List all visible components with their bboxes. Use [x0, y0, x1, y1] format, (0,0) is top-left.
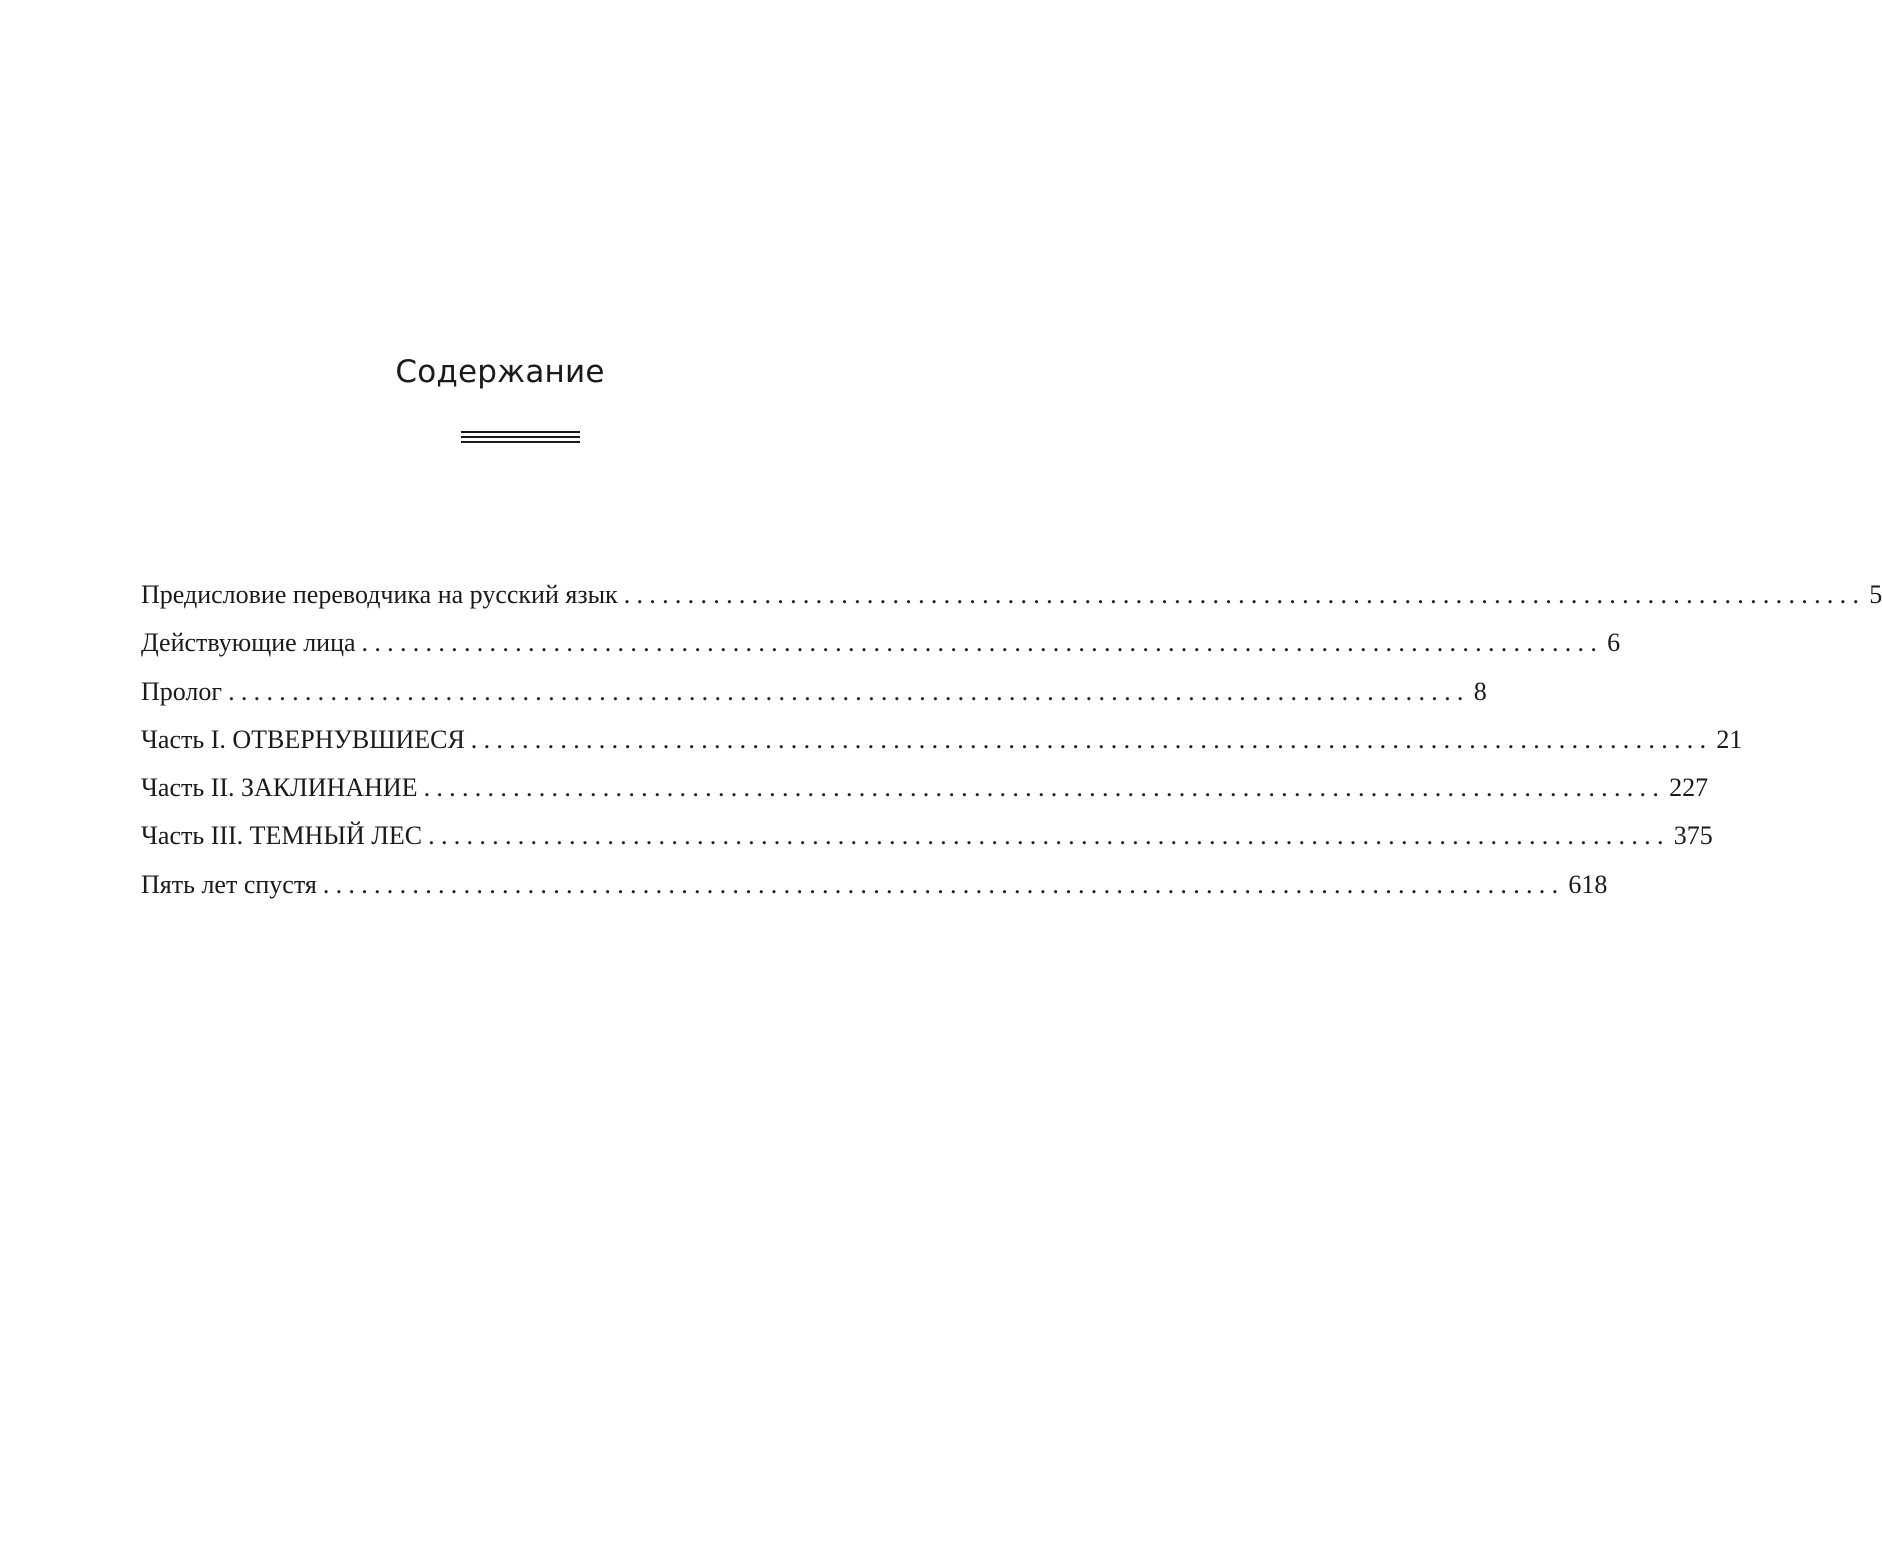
- toc-entry-page: 618: [1568, 869, 1608, 899]
- dot-leader: .................................................................................................: [361, 628, 1604, 658]
- toc-entry[interactable]: [141, 724, 1743, 773]
- dot-leader: .................................................................................................: [428, 821, 1670, 851]
- toc-entry-title: Часть II. ЗАКЛИНАНИЕ: [141, 773, 418, 803]
- dot-leader: .................................................................................................: [623, 580, 1866, 609]
- toc-entry-page: 227: [1669, 773, 1709, 803]
- toc-entry-page: 375: [1673, 821, 1713, 851]
- toc-entry-title: Пролог: [141, 676, 223, 706]
- toc-entry[interactable]: [141, 628, 1621, 676]
- toc-entry[interactable]: [141, 821, 1713, 869]
- toc-entry-title: Часть I. ОТВЕРНУВШИЕСЯ: [141, 724, 465, 754]
- toc-entry-page: 21: [1716, 724, 1743, 754]
- dot-leader: .................................................................................................: [228, 676, 1470, 706]
- toc-entry-title: Часть III. ТЕМНЫЙ ЛЕС: [141, 821, 423, 851]
- page-title: Содержание: [395, 354, 605, 390]
- toc-entry-page: 8: [1473, 676, 1487, 706]
- toc-entry-title: Пять лет спустя: [141, 869, 317, 899]
- toc-entry[interactable]: [141, 580, 1882, 628]
- toc-entry-page: 6: [1607, 628, 1621, 658]
- table-of-contents: [141, 580, 1882, 918]
- toc-entry[interactable]: [141, 676, 1487, 725]
- toc-entry[interactable]: [141, 773, 1709, 821]
- dot-leader: .................................................................................................: [322, 869, 1565, 899]
- toc-entry[interactable]: [141, 869, 1608, 918]
- toc-entry-title: Действующие лица: [141, 628, 356, 658]
- toc-entry-title: Предисловие переводчика на русский язык: [141, 580, 618, 609]
- decorative-rule: [461, 431, 580, 447]
- dot-leader: .................................................................................................: [423, 773, 1666, 803]
- dot-leader: .................................................................................................: [470, 724, 1713, 754]
- toc-entry-page: 5: [1869, 580, 1882, 609]
